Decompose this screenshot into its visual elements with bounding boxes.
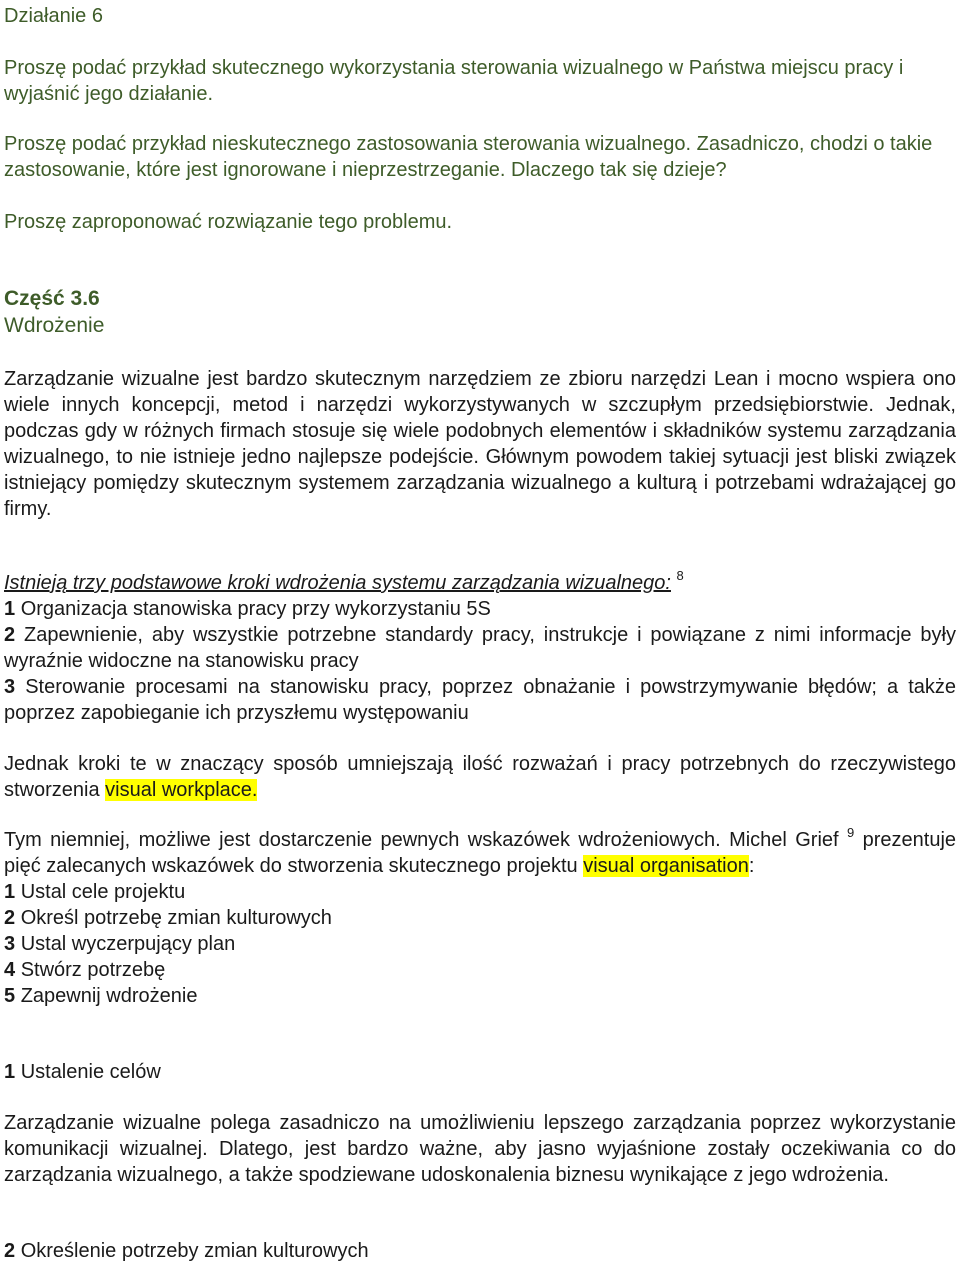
steps-block — [4, 570, 956, 726]
guideline-item: 3 Ustal wyczerpujący plan — [4, 933, 236, 955]
section-intro — [4, 366, 956, 522]
footnote-9: 9 — [846, 825, 855, 840]
guideline-item: 4 Stwórz potrzebę — [4, 959, 166, 981]
steps-heading — [4, 570, 956, 596]
subsection-1-text: Zarządzanie wizualne polega zasadniczo na umożliwieniu lepszego zarządzania poprzez wykorzystanie komunikacji wizualnej. Dlatego, jest bardzo ważne, aby jasno wyjaśnione zostały oczekiwania co do zarządzania wizualnego, a także spodziewane udoskonalenia biznesu wynikające z jego wdrożenia. — [4, 1112, 956, 1186]
section-subtitle: Wdrożenie — [4, 314, 105, 337]
subsection-1-heading: 1 Ustalenie celów — [4, 1061, 161, 1083]
step-item: 1 Organizacja stanowiska pracy przy wykorzystaniu 5S — [4, 598, 491, 620]
activity-question-3: Proszę zaproponować rozwiązanie tego problemu. — [4, 211, 453, 233]
section-title: Część 3.6 — [4, 287, 100, 310]
guideline-item: 1 Ustal cele projektu — [4, 881, 186, 903]
highlight-visual-workplace: visual workplace. — [105, 779, 258, 801]
activity-question-1: Proszę podać przykład skutecznego wykorzystania sterowania wizualnego w Państwa miejscu pracy i wyjaśnić jego działanie. — [4, 57, 904, 105]
step-item: 3 Sterowanie procesami na stanowisku pracy, poprzez obnażanie i powstrzymywanie błędów; a także poprzez zapobieganie ich przyszłemu występowaniu — [4, 676, 956, 724]
steps-heading-text: Istnieją trzy podstawowe kroki wdrożenia systemu zarządzania wizualnego: — [4, 572, 671, 594]
subsection-2-heading: 2 Określenie potrzeby zmian kulturowych — [4, 1240, 369, 1262]
section-intro-part-1: Zarządzanie wizualne jest bardzo skutecznym narzędziem ze zbioru narzędzi Lean i mocno wspiera ono wiele innych koncepcji, metod i narzędzi wykorzystywanych w szczupłym przedsiębiorstwie. Jednak, podczas gdy w różnych firmach stosuje się wiele podobnych elementów i składników systemu zarządzania wizualnego, to nie istnieje jedno najlepsze podejście. — [4, 368, 956, 468]
grief-paragraph: Tym niemniej, możliwe jest dostarczenie pewnych wskazówek wdrożeniowych. Michel Grief $^9$ prezentuje pięć zalecanych wskazówek do stworzenia skutecznego projektu visual organisation: — [4, 825, 957, 877]
grief-block — [4, 827, 956, 1009]
highlight-visual-organisation: visual organisation — [583, 855, 749, 877]
workplace-paragraph: Jednak kroki te w znaczący sposób umniejszają ilość rozważań i pracy potrzebnych do rzeczywistego stworzenia visual workplace. — [4, 753, 956, 801]
guideline-item: 2 Określ potrzebę zmian kulturowych — [4, 907, 332, 929]
step-item: 2 Zapewnienie, aby wszystkie potrzebne standardy pracy, instrukcje i powiązane z nimi informacje były wyraźnie widoczne na stanowisku pracy — [4, 624, 956, 672]
activity-question-2: Proszę podać przykład nieskutecznego zastosowania sterowania wizualnego. Zasadniczo, chodzi o takie zastosowanie, które jest ignorowane i nieprzestrzeganie. Dlaczego tak się dzieje? — [4, 133, 933, 181]
activity-title: Działanie 6 — [4, 5, 103, 27]
footnote-8: 8 — [676, 568, 684, 583]
section-intro-part-2: Głównym powodem takiej sytuacji jest bliski związek istniejący pomiędzy skutecznym systemem zarządzania wizualnego a kulturą i potrzebami wdrażającej go firmy. — [4, 446, 956, 520]
guideline-item: 5 Zapewnij wdrożenie — [4, 985, 198, 1007]
